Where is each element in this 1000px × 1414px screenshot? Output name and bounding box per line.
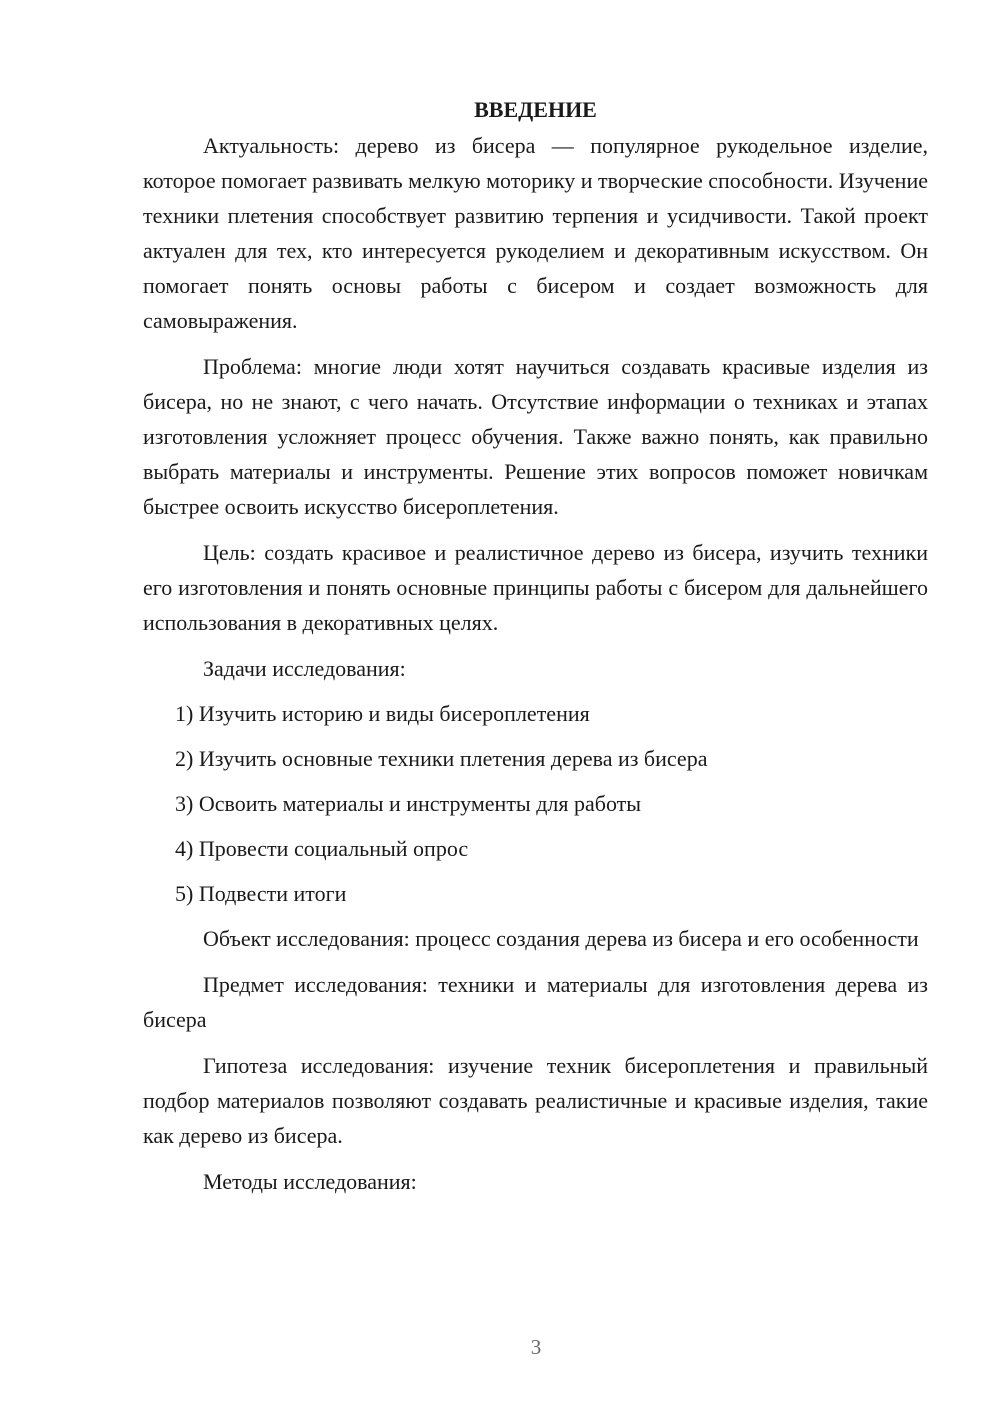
problem-paragraph: Проблема: многие люди хотят научиться создавать красивые изделия из бисера, но не знают, с чего начать. Отсутствие информации о техниках и этапах изготовления усложняет процесс обучения. Также важно понять, как правильно выбрать материалы и инструменты. Решение этих вопросов поможет новичкам быстрее освоить искусство бисероплетения. — [143, 354, 928, 519]
hypothesis-paragraph: Гипотеза исследования: изучение техник бисероплетения и правильный подбор материалов позволяют создавать реалистичные и красивые изделия, такие как дерево из бисера. — [143, 1053, 928, 1148]
section-title: ВВЕДЕНИЕ — [474, 97, 597, 122]
task-item: 5) Подвести итоги — [175, 881, 347, 906]
task-item: 4) Провести социальный опрос — [175, 836, 469, 861]
subject-paragraph: Предмет исследования: техники и материалы для изготовления дерева из бисера — [143, 972, 928, 1032]
page-number: 3 — [530, 1335, 542, 1359]
goal-paragraph: Цель: создать красивое и реалистичное дерево из бисера, изучить техники его изготовления и понять основные принципы работы с бисером для дальнейшего использования в декоративных целях. — [143, 540, 928, 635]
task-item: 1) Изучить историю и виды бисероплетения — [175, 701, 590, 726]
methods-heading: Методы исследования: — [203, 1169, 417, 1194]
relevance-paragraph: Актуальность: дерево из бисера — популярное рукодельное изделие, которое помогает развивать мелкую моторику и творческие способности. Изучение техники плетения способствует развитию терпения и усидчивости. Такой проект актуален для тех, кто интересуется рукоделием и декоративным искусством. Он помогает понять основы работы с бисером и создает возможность для самовыражения. — [143, 133, 928, 333]
task-item: 3) Освоить материалы и инструменты для работы — [175, 791, 642, 816]
tasks-list — [143, 696, 928, 911]
page-content — [143, 92, 928, 1210]
object-paragraph: Объект исследования: процесс создания дерева из бисера и его особенности — [203, 926, 919, 951]
tasks-heading: Задачи исследования: — [203, 656, 406, 681]
task-item: 2) Изучить основные техники плетения дерева из бисера — [175, 746, 708, 771]
